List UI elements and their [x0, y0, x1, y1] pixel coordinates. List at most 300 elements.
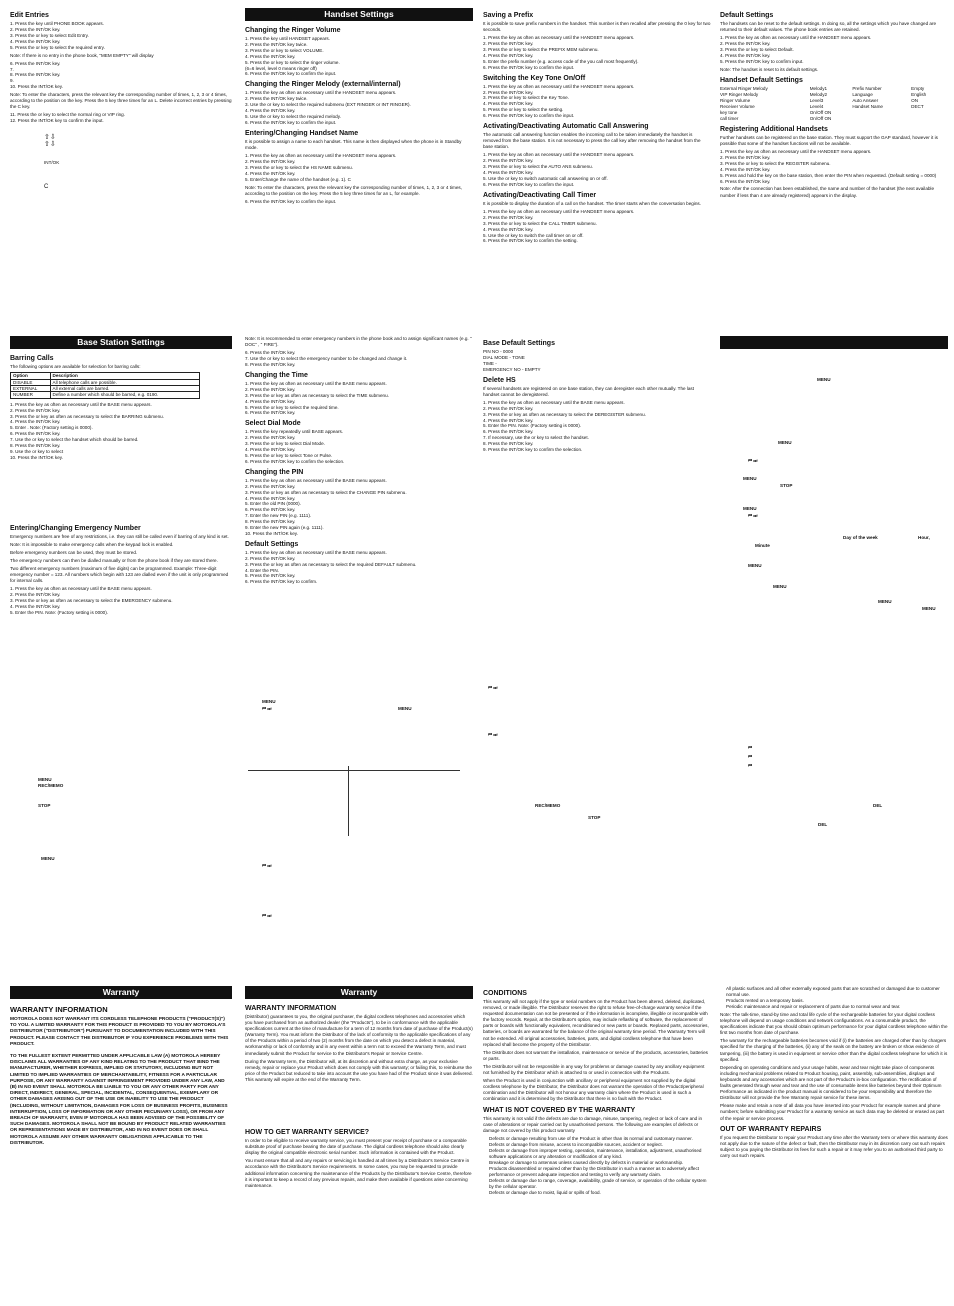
- list-item: 4. Press the INT/OK key.: [483, 417, 534, 423]
- list-item: 6. Press the INT/OK key to confirm the input.: [483, 64, 575, 70]
- menu-label-f: MENU: [773, 584, 787, 589]
- list-item: 2. Press the INT/OK key.: [483, 89, 534, 95]
- list-item: 9. Press the INT/OK key to confirm the selection.: [483, 447, 583, 453]
- batteries-note: Note: The talk-time, stand-by time and total life cycle of the rechargeable batteries for your digital cordless telephone will depend on usage conditions and network configurations. As a consumable product, the specifications indicate that you should obtain optimum performance for your digital cordless telephone within the first two months from date of purchase.: [720, 1012, 948, 1036]
- menu-label-b: MENU: [778, 440, 792, 445]
- list-item: 3. Press the or key as often as necessary to select the BARRING submenu.: [10, 413, 164, 419]
- panel-default-register: [720, 8, 948, 308]
- list-item: 5. Enter . Note: (Factory setting is 0000).: [10, 425, 93, 431]
- list-item: 2. Press the INT/OK key.: [245, 386, 296, 392]
- list-item: 2. Press the INT/OK key.: [483, 158, 534, 164]
- list-item: 3. Press the or key to select Dial Mode.: [245, 441, 325, 447]
- heading-base-default-settings: Base Default Settings: [483, 340, 555, 347]
- heading-warranty-service: HOW TO GET WARRANTY SERVICE?: [245, 1129, 370, 1137]
- warranty2-para-2: During the Warranty term, the Distributor will, at its discretion and without extra charge, as your exclusive remedy, repair or replace your Product which does not comply with this warranty; or failing this, to reimburse the price of the Product but reduced to take into account the use you have had of the Product since it was delivered. This warranty will expire at the end of the Warranty Term.: [245, 1058, 473, 1082]
- note-mem-empty: Note: If there is no entry in the phone book, "MEM EMPTY" will display: [10, 52, 154, 58]
- table-cell: key tone: [720, 109, 738, 115]
- list-item: DIAL MODE - TONE: [483, 354, 525, 360]
- last-step-handset-name: 6. Press the INT/OK key to confirm the input.: [245, 198, 337, 204]
- conditions-para-1: This warranty will not apply if the type or serial numbers on the Product has been altered, deleted, duplicated, removed, or made illegible. The Distributor reserves the right to refuse free-of-charge warranty service if the requested documentation can not be presented or if the information is incomplete, illegible or incompatible with the factory records. Repair, at the Distributor's option, may include reflashing of software, the replacement of parts or boards with functionally equivalent, reconditioned or new parts or boards. Replaced parts, accessories, batteries, or boards are warranted for the balance of the original warranty time period. The Warranty Term will not be extended. All original accessories, batteries, parts, and digital cordless telephone that have been replaced shall become the property of the Distributor.: [483, 999, 709, 1047]
- steps-dial-mode: [245, 429, 473, 464]
- table-cell: [911, 116, 942, 122]
- steps-auto-answer: [483, 152, 711, 187]
- list-item: 3. Press the or key to select Edit Entry.: [10, 32, 89, 38]
- heading-handset-defaults: Handset Default Settings: [720, 76, 803, 84]
- list-item: 2. Press the INT/OK key.: [483, 214, 534, 220]
- list-item: 4. Press the INT/OK key.: [245, 495, 296, 501]
- panel-prefix-keytone: [483, 8, 711, 308]
- out-of-warranty-para: If you request the Distributor to repair your Product any time after the Warranty term or where this warranty does not apply due to the nature of the defect or fault, then the Distributor may in its discretion carry out such repairs subject to you paying the Distributor its fees for such a repair or it may refer you to an authorised third party to carry out such repairs.: [720, 1134, 948, 1158]
- emergency-p4: The emergency numbers can then be dialled manually or from the phone book if they are stored there.: [10, 558, 218, 564]
- list-item: 3. Press the or key as often as necessary to select the TIME submenu.: [245, 392, 389, 398]
- table-cell: Description: [50, 373, 200, 379]
- menu-label-i: MENU: [262, 699, 276, 704]
- list-item: 5. Use the or key to switch the call timer on or off.: [483, 232, 584, 238]
- list-item: 5. Use the or key to switch automatic call answering on or off.: [483, 175, 608, 181]
- list-item: 6. Press the INT/OK key.: [245, 507, 296, 513]
- panel-warranty-3: [483, 986, 711, 1302]
- list-item: 7. Use the or key to select the emergency number to be changed and change it.: [245, 356, 408, 362]
- list-item: • Defects or damage from improper testing, operation, maintenance, installation, adjustment, unauthorised software applications or any alteration or modification of any kind.: [489, 1148, 711, 1160]
- list-item: • Products rented on a temporary basis.: [726, 998, 948, 1004]
- conditions-para-4: When the Product is used in conjunction with ancillary or peripheral equipment not supplied by the digital cordless telephone by the Distributor, the Distributor does not warrant the operation of the Product/peripheral combination and the Distributor will not honour any warranty claim where the Product is used in such a combination and it is determined by the Distributor that there is no fault with the Product.: [483, 1078, 704, 1102]
- list-item: 4. Press the INT/OK key.: [245, 447, 296, 453]
- list-item: 2. Press the INT/OK key.: [483, 41, 534, 47]
- list-item: 4. Press the INT/OK key.: [10, 604, 61, 610]
- table-cell: Melody2: [809, 91, 828, 97]
- note-characters: Note: To enter the characters, press the relevant key the corresponding number of times, 1, 2, 3 or 4 times, according to the position on the key. Press the 5 key three times for an L. Delete incorrect entries by pressing the C key.: [10, 92, 232, 110]
- list-item: 5. Enter the old PIN (0000).: [245, 501, 301, 507]
- heading-ringer-melody: Changing the Ringer Melody (external/internal): [245, 81, 401, 89]
- rec-memo-label-b: REC/MEMO: [535, 803, 561, 808]
- steps-base-default: [245, 550, 473, 585]
- list-item: 10. Press the INT/OK key.: [10, 84, 64, 90]
- list-item: 8. Press the INT/OK key.: [245, 519, 296, 525]
- list-item: 6. Press the INT/OK key to confirm the input.: [245, 119, 337, 125]
- list-item: 6. Press the INT/OK key to confirm the input.: [483, 113, 575, 119]
- stop-label-a: STOP: [780, 483, 793, 488]
- list-item: 4. Press the INT/OK key.: [245, 398, 296, 404]
- list-item: 3. Press the or key as often as necessary to select the EMERGENCY submenu.: [10, 598, 173, 604]
- band-warranty-1: Warranty: [10, 986, 232, 999]
- menu-label-h: MENU: [922, 606, 936, 611]
- intro-barring: The following options are available for selection for barring calls:: [10, 364, 141, 369]
- list-item: 4. Press the INT/OK key.: [245, 53, 296, 59]
- list-item: 1. Press the key as often as necessary until the BASE menu appears.: [245, 549, 387, 555]
- note-handset-name: Note: To enter the characters, press the relevant key the corresponding number of times, 1, 2, 3 or 4 times, according to the position on the key. Press the 5 key three times for an L, for example.: [245, 184, 462, 196]
- list-item: 2. Press the INT/OK key twice.: [245, 96, 308, 102]
- arrow-keys-icon: ⇧⇩ ⇧⇩: [44, 134, 56, 149]
- skip-icon-h: ⏮: [748, 745, 753, 750]
- list-item: 1. Press the key as often as necessary until the BASE menu appears.: [245, 477, 387, 483]
- list-item: 4. Enter the PIN.: [245, 567, 279, 573]
- list-item: • All plastic surfaces and all other externally exposed parts that are scratched or damaged due to customer normal use.: [726, 986, 948, 998]
- skip-icon-b: ⏮ ⏭: [748, 513, 758, 518]
- table-cell: EXTERNAL: [11, 385, 51, 391]
- skip-icon-g: ⏮ ⏭: [488, 732, 498, 737]
- menu-label-j: MENU: [398, 706, 412, 711]
- table-cell: ON: [911, 97, 919, 103]
- list-item: 1. Press the key as often as necessary until the HANDSET menu appears.: [483, 208, 635, 214]
- steps-barring: [10, 402, 232, 461]
- stop-label-c: STOP: [588, 815, 601, 820]
- table-cell: All external calls are barred.: [50, 385, 200, 391]
- band-warranty-2: Warranty: [245, 986, 473, 999]
- wear-and-tear: Depending on operating conditions and your usage habits, wear and tear might take place of components including mechanical problems related to Product housing, paint, assembly, sub-assemblies, displays and keyboards and any accessories which are not part of the Product's in-box configuration. The rectification of faults generated through wear and tear and the use of consumable items like batteries beyond their Optimum Performance as indicated in the product manual is considered to be your responsibility and therefore the Distributor will not provide the free Warranty repair service for these items.: [720, 1064, 942, 1101]
- list-item: 6. Press the INT/OK key.: [10, 431, 61, 437]
- table-cell: Prefix Number: [852, 85, 882, 91]
- table-cell: Define a number which should be barred, e.g. 0190.: [50, 392, 200, 398]
- del-label-a: DEL: [873, 803, 883, 808]
- list-item: 9. Use the or key to select: [10, 448, 64, 454]
- note-emergency-phonebook: Note: It is recommended to enter emergency numbers in the phone book and to assign significant names (e.g. " DOC" , " FIRE").: [245, 336, 472, 348]
- heading-change-pin: Changing the PIN: [245, 468, 304, 476]
- emergency-p1: Emergency numbers are free of any restrictions, i.e. they can still be called even if barring of any kind is set.: [10, 533, 229, 539]
- list-item: 1. Press the key as often as necessary until the HANDSET menu appears.: [720, 149, 872, 154]
- list-item: 1. Press the key as often as necessary until the BASE menu appears.: [245, 380, 387, 386]
- intro-auto-answer: The automatic call answering function enables the incoming call to be taken immediately the handset is removed from the base station. It is not necessary to press the call key after removing the handset from the base station.: [483, 132, 701, 150]
- c-key-label: C: [44, 184, 49, 191]
- list-item: 5. Use the or key to select the required melody.: [245, 113, 341, 119]
- list-item: 2. Press the INT/OK key.: [483, 405, 534, 411]
- list-item: 1. Press the key as often as necessary until the HANDSET menu appears.: [720, 35, 872, 41]
- skip-icon-j: ⏮: [748, 763, 753, 768]
- heading-auto-answer: Activating/Deactivating Automatic Call Answering: [483, 123, 649, 131]
- list-item: 3. Press the or key to select the PREFIX MEM submenu.: [483, 47, 599, 52]
- list-item: 1. Press the key as often as necessary until the BASE menu appears.: [483, 399, 625, 405]
- list-item: 4. Press the INT/OK key.: [720, 52, 771, 58]
- list-item: (6=6 level, level 0 means ringer off): [245, 65, 317, 71]
- list-item: 2. Press the INT/OK key.: [10, 407, 61, 413]
- list-item: 7. Enter the new PIN (e.g. 1111).: [245, 513, 312, 519]
- table-cell: Empty: [911, 85, 925, 91]
- emergency-p5: Two different emergency numbers (maximum of five digits) can be programmed. Example: Three-digit emergency number = 123. All numbers which begin with 123 are dialled even if the unit is only programmed for internal calls.: [10, 566, 229, 584]
- list-item: 4. Press the INT/OK key.: [10, 38, 61, 44]
- steps-saving-prefix: [483, 35, 711, 70]
- band-base-station: Base Station Settings: [10, 336, 232, 349]
- del-label-b: DEL: [818, 822, 828, 827]
- skip-icon-e: ⏮ ⏭: [262, 913, 272, 918]
- list-item: 7. If necessary, use the or key to select the handset.: [483, 435, 589, 441]
- warranty-para-1: MOTOROLA DOES NOT WARRANT ITS CORDLESS TELEPHONE PRODUCTS ("PRODUCT(S)") TO YOU. A LIMITED WARRANTY FOR THIS PRODUCT IS PROVIDED TO YOU BY MOTOROLA'S DISTRIBUTOR ("DISTRIBUTOR") PURSUANT TO DOCUMENTATION INCLUDED WITH THIS PRODUCT. PLEASE CONTACT THE DISTRIBUTOR IF YOU EXPERIENCE PROBLEMS WITH THIS PRODUCT.: [10, 1017, 229, 1047]
- list-item: 7. Use the or key to select the handset which should be barred.: [10, 437, 139, 443]
- skip-icon-i: ⏮: [748, 754, 753, 759]
- list-item: 1. Press the key as often as necessary until the HANDSET menu appears.: [483, 152, 635, 158]
- heading-call-timer: Activating/Deactivating Call Timer: [483, 191, 597, 199]
- hour-label: Hour,: [918, 535, 930, 540]
- list-item: 4. Press the INT/OK key.: [483, 52, 534, 58]
- steps-changing-time: [245, 381, 473, 416]
- rec-memo-label: MENU REC/MEMO: [38, 777, 64, 788]
- warranty2-para-4: You must ensure that all and any repairs or servicing is handled at all times by a Distributor's Service Centre in accordance with the Distributor's Service requirements. In some cases, you may be requested to provide additional information concerning the maintenance of the Products by the Distributor's Service Centre, therefore it is important to keep a record of any previous repairs, and make them available if questions arise concerning maintenance.: [245, 1158, 472, 1188]
- table-barring-options: [10, 372, 200, 399]
- table-cell: On/Off ON: [809, 115, 832, 121]
- retain-data-note: Please make and retain a note of all data you have inserted into your Product for example names and phone numbers; before submitting your Product for a warranty service as such data may be deleted or erased as part of the repair or service process.: [720, 1103, 945, 1121]
- list-item: 5. Press the or key to select the setting.: [483, 107, 564, 113]
- list-item: 10. Press the INT/OK key.: [10, 454, 64, 460]
- list-item: 6. Press the INT/OK key.: [720, 178, 771, 184]
- stop-label-b: STOP: [38, 803, 51, 808]
- panel-edit-entries: [10, 8, 232, 308]
- list-item: 5. Enter the prefix number (e.g. access code of the you call most frequently).: [483, 58, 639, 64]
- table-handset-defaults: [720, 86, 942, 122]
- table-cell: Ringer Volume: [720, 97, 751, 103]
- list-item: 5. Press the or key to select the required entry.: [10, 44, 105, 50]
- list-item: 1. Press the key repeatedly until BASE appears.: [245, 429, 344, 435]
- band-handset-settings: Handset Settings: [245, 8, 473, 21]
- table-cell: Handset Name: [852, 103, 883, 109]
- intro-default-settings: The handsets can be reset to the default settings. In doing so, all the settings which you have changed are returned to their default values. The phone book entries are retained.: [720, 21, 937, 33]
- list-item: 9.: [10, 78, 14, 84]
- list-item: 8. Press the INT/OK key.: [483, 441, 534, 447]
- list-item: 3. Use the or key to select the required submenu (EXT RINGER or INT RINGER).: [245, 102, 411, 108]
- panel-answering-machine: [720, 336, 948, 966]
- table-cell: NUMBER: [11, 392, 51, 398]
- panel-base-settings-2: [245, 336, 473, 966]
- steps-edit-b: [10, 61, 232, 91]
- skip-icon-d: ⏮ ⏭: [262, 863, 272, 868]
- menu-label-d: MENU: [743, 506, 757, 511]
- steps-default-settings: [720, 35, 948, 65]
- menu-label-g: MENU: [878, 599, 892, 604]
- steps-key-tone: [483, 84, 711, 119]
- heading-emergency: Entering/Changing Emergency Number: [10, 524, 141, 532]
- table-cell: English: [911, 91, 927, 97]
- heading-not-covered: WHAT IS NOT COVERED BY THE WARRANTY: [483, 1106, 636, 1114]
- table-cell: On/Off ON: [809, 109, 832, 115]
- list-item: 6. Press the INT/OK key to confirm the input.: [483, 181, 575, 187]
- list-not-covered: [483, 1136, 711, 1196]
- list-base-defaults: [483, 349, 711, 373]
- table-cell: DISABLE: [11, 379, 51, 385]
- heading-dial-mode: Select Dial Mode: [245, 420, 301, 428]
- list-item: 2. Press the INT/OK key.: [245, 435, 296, 441]
- table-divider-horizontal: [248, 770, 460, 771]
- table-cell: All telephone calls are possible.: [50, 379, 200, 385]
- steps-register-handsets: [720, 149, 948, 184]
- list-item: 2. Press the INT/OK key.: [10, 26, 61, 32]
- list-item: 4. Press the INT/OK key.: [10, 419, 61, 425]
- table-cell: DECT: [911, 103, 924, 109]
- list-item: 1. Press the key as often as necessary until the BASE menu appears.: [10, 586, 152, 592]
- list-item: TIME -: [483, 360, 497, 366]
- heading-saving-prefix: Saving a Prefix: [483, 12, 534, 19]
- list-item: 1. Press the key as often as necessary until the HANDSET menu appears.: [245, 152, 397, 158]
- list-item: 4. Press the INT/OK key.: [483, 170, 534, 176]
- heading-changing-time: Changing the Time: [245, 371, 308, 379]
- table-cell: call timer: [720, 115, 739, 121]
- list-item: 2. Press the INT/OK key.: [10, 592, 61, 598]
- list-item: • Periodic maintenance and repair or replacement of parts due to normal wear and tear.: [726, 1004, 948, 1010]
- list-item: 4. Press the INT/OK key.: [245, 108, 296, 114]
- note-default-settings: Note: The handset is reset to its default settings.: [720, 66, 819, 72]
- conditions-para-3: The Distributor will not be responsible in any way for problems or damage caused by any ancillary equipment not furnished by the Distributor which is attached to or used in connection with the Products.: [483, 1063, 705, 1076]
- list-item: 3. Press the or key to select the REGISTER submenu.: [720, 160, 831, 166]
- list-item: 6. Press the INT/OK key.: [245, 410, 296, 416]
- steps-change-pin: [245, 478, 473, 537]
- menu-label-k: MENU: [41, 856, 55, 861]
- list-not-covered-cont: [720, 986, 948, 1010]
- list-item: 6. Press the INT/OK key to confirm the input.: [245, 71, 337, 77]
- intro-delete-hs: If several handsets are registered on one base station, they can deregister each other mutually. The last handset cannot be deregistered.: [483, 385, 695, 397]
- intok-label: INT/OK: [44, 160, 60, 166]
- list-item: 4. Press the INT/OK key.: [245, 170, 296, 176]
- list-item: 2. Press the INT/OK key.: [720, 41, 771, 47]
- heading-barring: Barring Calls: [10, 355, 54, 362]
- list-item: 6. Press the INT/OK key to confirm the setting.: [483, 238, 578, 244]
- not-covered-intro: This warranty is not valid if the defects are due to damage, misuse, tampering, neglect or lack of care and in case of alterations or repair carried out by unauthorised persons. The following are examples of defects or damage not covered by this product warranty: [483, 1115, 703, 1133]
- list-item: 5. Press and hold the key on the base station, then enter the PIN when requested. (Default setting = 0000): [720, 172, 937, 178]
- list-item: 2. Press the INT/OK key.: [720, 154, 771, 160]
- table-cell: Receiver Volume: [720, 103, 755, 109]
- heading-register-handsets: Registering Additional Handsets: [720, 125, 828, 133]
- intro-register-handsets: Further handsets can be registered on the base station. They must support the GAP standard, however it is possible that some of the handset functions will not be available.: [720, 134, 938, 146]
- skip-icon-c: ⏮ ⏭: [262, 706, 272, 711]
- list-item: 3. Press the or key to select VOLUME.: [245, 47, 324, 53]
- list-item: 3. Press the or key to select the CALL TIMER submenu.: [483, 220, 597, 226]
- table-cell: Auto Answer: [852, 97, 879, 103]
- menu-label-c: MENU: [743, 476, 757, 481]
- heading-default-settings: Default Settings: [720, 12, 774, 19]
- steps-handset-name: [245, 153, 473, 183]
- menu-label-e: MENU: [748, 563, 762, 568]
- list-item: 3. Press the or key to select the Key Tone.: [483, 95, 569, 101]
- list-item: 5. Enter the PIN. Note: (Factory setting is 0000).: [483, 423, 582, 429]
- list-item: • Defects or damage due to range, coverage, availability, grade of service, or operation of the cellular system by the cellular operator.: [489, 1178, 711, 1190]
- list-item: 1. Press the key as often as necessary until the HANDSET menu appears.: [483, 83, 635, 89]
- list-item: 11. Press the or key to select the normal ring or VIP ring.: [10, 112, 125, 118]
- menu-label-a: MENU: [817, 377, 831, 382]
- steps-edit-a: [10, 21, 232, 51]
- list-item: 5. Press the or key to select Tone or Pulse.: [245, 452, 333, 458]
- skip-icon-a: ⏮ ⏭: [748, 458, 758, 463]
- list-item: 6. Press the INT/OK key.: [245, 350, 296, 356]
- panel-base-defaults: [483, 336, 711, 966]
- heading-ringer-volume: Changing the Ringer Volume: [245, 27, 341, 34]
- list-item: 1. Press the key as often as necessary until the HANDSET menu appears.: [483, 35, 635, 41]
- heading-out-of-warranty: OUT OF WARRANTY REPAIRS: [720, 1125, 822, 1133]
- heading-key-tone: Switching the Key Tone On/Off: [483, 74, 586, 82]
- list-item: 5. Press the INT/OK key.: [245, 573, 296, 579]
- intro-call-timer: It is possible to display the duration of a call on the handset. The timer starts when the conversation begins.: [483, 200, 701, 206]
- heading-warranty-info-2: WARRANTY INFORMATION: [245, 1005, 337, 1012]
- table-cell: Melody1: [809, 85, 828, 91]
- panel-warranty-4: [720, 986, 948, 1302]
- list-item: • Breakage or damage to antennas unless caused directly by defects in material or workmanship.: [489, 1160, 711, 1166]
- warranty2-para-3: In order to be eligible to receive warranty service, you must present your receipt of purchase or a comparable substitute proof of purchase bearing the date of purchase. The digital cordless telephone should also clearly display the original compatible electronic serial number. Such information is contained with the Product.: [245, 1138, 467, 1156]
- table-cell: Option: [11, 373, 51, 379]
- heading-delete-hs: Delete HS: [483, 376, 516, 384]
- list-item: 3. Press the or key as often as necessary to select the DEREGISTER submenu.: [483, 411, 646, 417]
- list-item: 2. Press the INT/OK key.: [245, 555, 296, 561]
- list-item: 9. Enter the new PIN again (e.g. 1111).: [245, 525, 324, 531]
- list-item: 6. Press the INT/OK key to confirm.: [245, 579, 318, 585]
- heading-edit-entries: Edit Entries: [10, 12, 49, 19]
- list-item: 12. Press the INT/OK key to confirm the input.: [10, 118, 104, 124]
- list-item: 6. Press the INT/OK key.: [483, 429, 534, 435]
- list-item: 8. Press the INT/OK key.: [10, 443, 61, 449]
- list-item: 3. Press the or key as often as necessary to select the required DEFAULT submenu.: [245, 561, 417, 567]
- list-item: 2. Press the INT/OK key twice.: [245, 41, 308, 47]
- steps-ringer-volume: [245, 36, 473, 77]
- table-cell: [852, 116, 911, 122]
- list-item: 3. Press the or key as often as necessary to select the CHANGE PIN submenu.: [245, 489, 407, 495]
- list-item: 3. Press the or key to select the AUTO ANS submenu.: [483, 164, 593, 170]
- list-item: 3. Press the or key to select Default.: [720, 47, 794, 52]
- list-item: 5. Enter the PIN. Note: (Factory setting is 0000).: [10, 610, 109, 616]
- intro-handset-name: It is possible to assign a name to each handset. This name is then displayed when the phone is in Standby mode.: [245, 138, 462, 150]
- panel-warranty-1: [10, 986, 232, 1302]
- warranty-para-2: TO THE FULLEST EXTENT PERMITTED UNDER APPLICABLE LAW (A) MOTOROLA HEREBY DISCLAIMS ALL WARRANTIES OF ANY KIND RELATING TO THE PRODUCT THAT BIND THE MANUFACTURER, WHETHER EXPRESS, IMPLIED OR STATUTORY, INCLUDING BUT NOT LIMITED TO IMPLIED WARRANTIES OF MERCHANTABILITY, FITNESS FOR A PARTICULAR PURPOSE, OR ANY WARRANTY AGAINST INFRINGEMENT PROVIDED UNDER ANY LAW, AND (B) IN NO EVENT SHALL MOTOROLA BE LIABLE TO YOU OR ANY OTHER PARTY FOR ANY DIRECT, INDIRECT, GENERAL, SPECIAL, INCIDENTAL, CONSEQUENTIAL, EXEMPLARY OR OTHER DAMAGES ARISING OUT OF THE USE OR INABILITY TO USE THE PRODUCT (INCLUDING, WITHOUT LIMITATION, DAMAGES FOR LOSS OF BUSINESS PROFITS, BUSINESS INTERRUPTION, LOSS OF INFORMATION OR ANY OTHER PECUNIARY LOSS), OR FROM ANY BREACH OF WARRANTY, EVEN IF MOTOROLA HAS BEEN ADVISED OF THE POSSIBILITY OF SUCH DAMAGES. MOTOROLA SHALL NOT BE BOUND BY PRODUCT RELATED WARRANTIES OR REPRESENTATIONS MADE BY DISTRIBUTOR, AND IN NO EVENT DOES OR SHALL MOTOROLA ASSUME ANY OTHER WARRANTY OBLIGATIONS APPLICABLE TO THE DISTRIBUTOR.: [10, 1054, 228, 1146]
- skip-icon-f: ⏮ ⏭: [488, 685, 498, 690]
- warranty2-para-1: (Distributor) guarantees to you, the original purchaser, the digital cordless telephones and accessories which you have purchased from an authorized dealer (the "Products"), to be in conformance with the applicable specifications current at the time of manufacture for a term of 12 months from date of purchase of the Product(s) (Warranty Term). You must inform the Distributor of the lack of conformity to the applicable specifications of any of the Products within a period of two (2) months from the date on which you detect a defect in material, workmanship or lack of conformity and in any event within a term not to exceed the Warranty Term, and must immediately submit the Product for service to the Distributor's Repair or Service Centre.: [245, 1014, 473, 1056]
- table-cell: Level3: [809, 97, 824, 103]
- note-register-handsets: Note: After the connection has been established, the name and number of the handset (the next available number if less than 4 are already registered) appears in the display.: [720, 186, 935, 198]
- list-item: • Products disassembled or repaired other than by the Distributor in such a manner as to adversely affect performance or prevent adequate inspection and testing to verify any warranty claim.: [489, 1166, 711, 1178]
- table-divider-vertical: [348, 766, 349, 836]
- list-item: 3. Press the or key to select the HS NAME submenu.: [245, 164, 354, 170]
- list-item: 10. Press the INT/OK key.: [245, 530, 299, 536]
- steps-edit-c: [10, 112, 232, 124]
- list-item: 5. Press the or key to select the ringer volume.: [245, 59, 340, 65]
- table-cell: External Ringer Melody: [720, 85, 768, 91]
- list-item: 4. Press the INT/OK key.: [483, 101, 534, 107]
- list-item: 6. Press the INT/OK key to confirm the selection.: [245, 458, 345, 464]
- list-item: 5. Enter/Change the name of the handset (e.g. 1). C: [245, 176, 351, 182]
- steps-ringer-melody: [245, 90, 473, 125]
- emergency-p3: Before emergency numbers can be used, they must be stored.: [10, 549, 138, 555]
- emergency-p2: Note: It is impossible to make emergency calls when the keypad lock is enabled.: [10, 541, 174, 547]
- list-item: EMERGENCY NO - EMPTY: [483, 366, 541, 372]
- panel-handset-settings: [245, 8, 473, 308]
- list-item: 1. Press the key as often as necessary until the HANDSET menu appears.: [245, 90, 397, 96]
- list-item: • Defects or damage from misuse, access to incompatible sources, accident or neglect.: [489, 1142, 711, 1148]
- list-item: 2. Press the INT/OK key.: [245, 158, 296, 164]
- table-cell: Level4: [809, 103, 824, 109]
- list-item: • Defects or damage due to moist, liquid or spills of food.: [489, 1190, 711, 1196]
- steps-call-timer: [483, 209, 711, 244]
- list-item: 7.: [10, 66, 14, 72]
- day-of-week-label: Day of the week: [843, 535, 878, 540]
- panel-warranty-2: [245, 986, 473, 1302]
- minute-label: Minute: [755, 543, 770, 548]
- heading-handset-name: Entering/Changing Handset Name: [245, 129, 359, 137]
- list-item: 1. Press the key until HANDSET appears.: [245, 36, 330, 41]
- list-item: 8. Press the INT/OK key.: [10, 72, 61, 78]
- list-item: 5. Press the INT/OK key to confirm input.: [720, 58, 804, 64]
- list-item: • Defects or damage resulting from use of the Product in other than its normal and customary manner.: [489, 1136, 711, 1142]
- conditions-para-2: The Distributor does not warrant the installation, maintenance or service of the products, accessories, batteries or parts.: [483, 1049, 708, 1061]
- batteries-void: The warranty for the rechargeable batteries becomes void if (i) the batteries are charged other than by chargers specified for the charging of the batteries, (ii) any of the seals on the battery are broken or show evidence of tampering, (iii) the battery is used in equipment or service other than the digital cordless telephone for which it is specified.: [720, 1038, 948, 1062]
- intro-saving-prefix: It is possible to save prefix numbers in the handset. This number is then recalled after pressing the 0 key for two seconds.: [483, 21, 711, 33]
- list-item: 4. Press the INT/OK key.: [483, 226, 534, 232]
- heading-base-default: Default Settings: [245, 540, 299, 548]
- list-item: 6. Press the INT/OK key.: [10, 60, 61, 66]
- heading-conditions: CONDITIONS: [483, 990, 527, 997]
- steps-emergency-cont: [245, 350, 473, 368]
- list-item: 1. Press the key until PHONE BOOK appears.: [10, 21, 104, 26]
- list-item: 2. Press the INT/OK key.: [245, 483, 296, 489]
- table-cell: VIP Ringer Melody: [720, 91, 759, 97]
- table-cell: Language: [852, 91, 873, 97]
- list-item: 5. Press the or key to select the required time.: [245, 404, 339, 410]
- band-empty: [720, 336, 948, 349]
- list-item: 8. Press the INT/OK key.: [245, 362, 296, 367]
- panel-base-station: [10, 336, 232, 966]
- steps-emergency: [10, 586, 232, 616]
- heading-warranty-info-1: WARRANTY INFORMATION: [10, 1005, 108, 1014]
- list-item: 4. Press the INT/OK key.: [720, 166, 771, 172]
